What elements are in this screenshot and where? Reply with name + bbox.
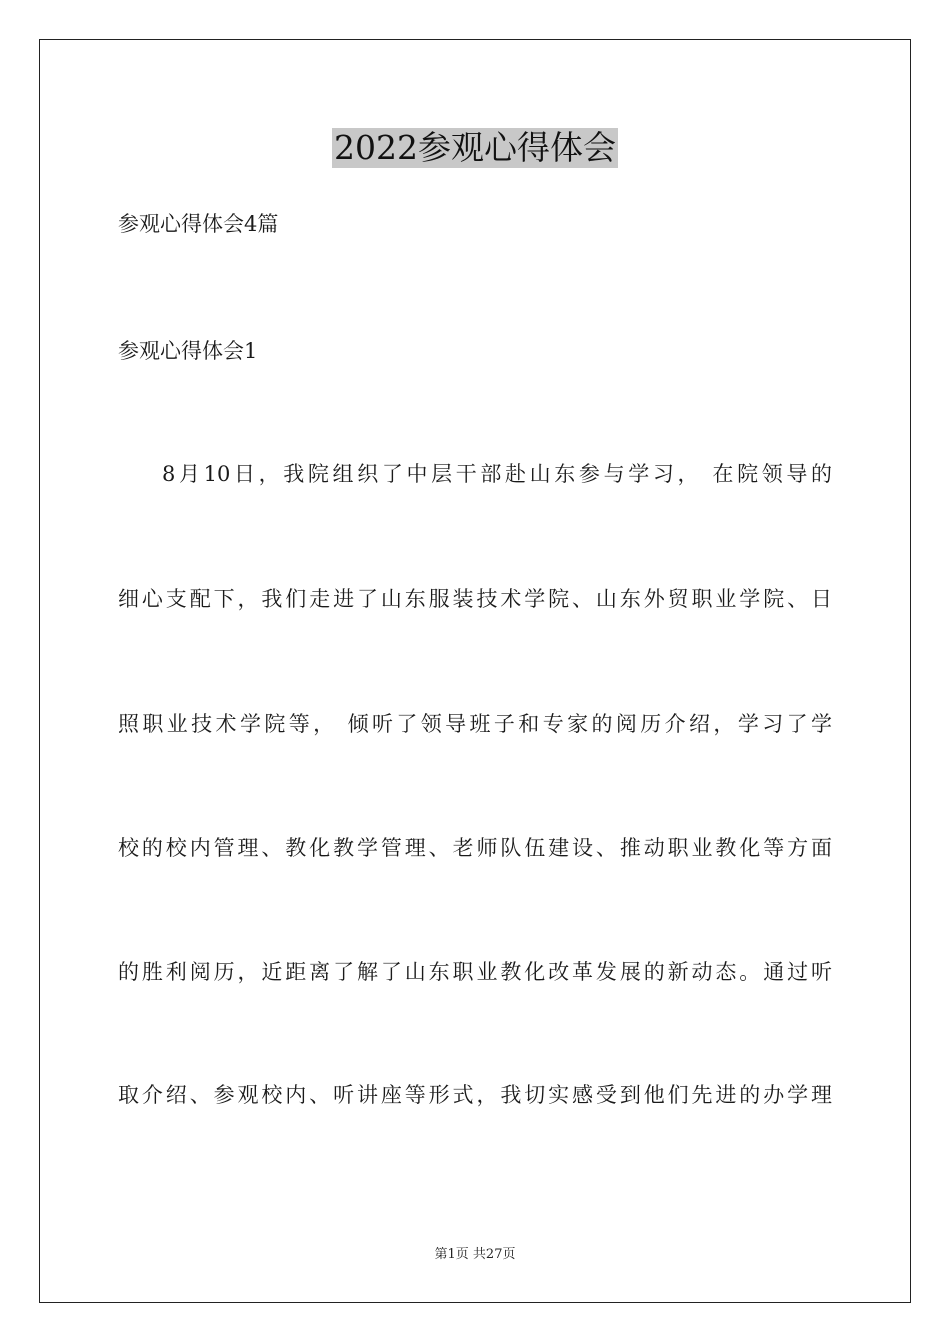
paragraph-line: 细心支配下，我们走进了山东服装技术学院、山东外贸职业学院、日 xyxy=(118,587,832,611)
section-heading: 参观心得体会1 xyxy=(118,339,258,363)
paragraph-line: 校的校内管理、教化教学管理、老师队伍建设、推动职业教化等方面 xyxy=(118,836,832,860)
page-number-footer: 第1页 共27页 xyxy=(434,1247,516,1262)
paragraph-line: 8月10日，我院组织了中层干部赴山东参与学习， 在院领导的 xyxy=(162,462,832,486)
paragraph-line: 的胜利阅历，近距离了解了山东职业教化改革发展的新动态。通过听 xyxy=(118,960,832,984)
paragraph-line: 照职业技术学院等， 倾听了领导班子和专家的阅历介绍，学习了学 xyxy=(118,712,832,736)
document-title: 2022参观心得体会 xyxy=(334,128,616,167)
document-subtitle: 参观心得体会4篇 xyxy=(118,212,279,236)
paragraph-line: 取介绍、参观校内、听讲座等形式，我切实感受到他们先进的办学理 xyxy=(118,1083,832,1107)
title-container xyxy=(0,128,950,168)
